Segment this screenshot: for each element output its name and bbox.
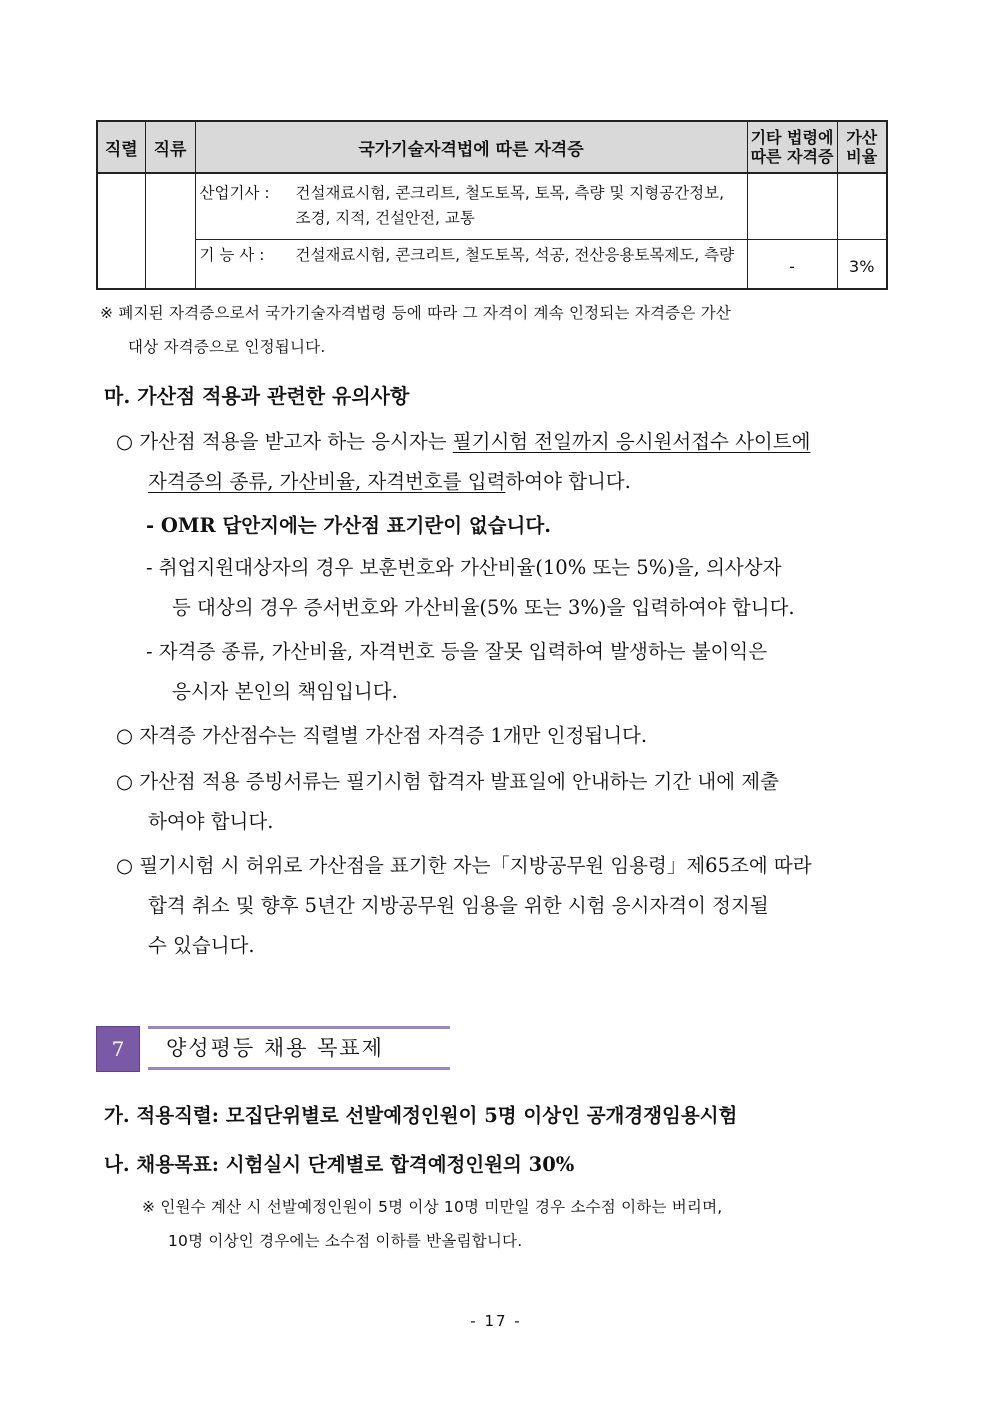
dash-2-line1: - 취업지원대상자의 경우 보훈번호와 가산비율(10% 또는 5%)을, 의사상자	[146, 556, 782, 579]
header-ratio-line1: 가산	[846, 128, 878, 147]
section-7-note-line2: 10명 이상인 경우에는 소수점 이하를 반올림합니다.	[168, 1232, 523, 1250]
header-other-line1: 기타 법령에	[750, 128, 834, 147]
section-7-title: 양성평등 채용 목표제	[148, 1026, 450, 1070]
section-7-ga: 가. 적용직렬: 모집단위별로 선발예정인원이 5명 이상인 공개경쟁임용시험	[104, 1104, 738, 1127]
header-other-certs	[747, 121, 837, 173]
cell-certs	[195, 239, 747, 289]
bullet-2: ○ 자격증 가산점수는 직렬별 가산점 자격증 1개만 인정됩니다.	[116, 724, 648, 747]
table-row	[97, 173, 887, 239]
dash-3	[146, 632, 906, 712]
cert-level-label: 산업기사 :	[199, 183, 270, 202]
bullet-1-suffix: 하여야 합니다.	[505, 470, 631, 493]
section-7-number-box: 7	[96, 1026, 140, 1072]
cell-jikryeol	[97, 173, 145, 289]
bullet-4-line3: 수 있습니다.	[148, 934, 255, 957]
dash-2	[146, 548, 906, 628]
header-other-line2: 따른 자격증	[750, 147, 834, 166]
section-7-note	[142, 1190, 902, 1258]
bullet-1-prefix: ○ 가산점 적용을 받고자 하는 응시자는	[116, 430, 453, 453]
cert-level-label: 기 능 사 :	[199, 245, 265, 264]
bullet-3	[116, 762, 906, 842]
bullet-4	[116, 846, 906, 966]
cell-other: -	[747, 239, 837, 289]
dash-1: - OMR 답안지에는 가산점 표기란이 없습니다.	[146, 514, 551, 537]
header-jikryeol: 직렬	[97, 121, 145, 173]
bullet-1-underlined-1: 필기시험 전일까지 응시원서접수 사이트에	[452, 430, 811, 453]
section-ma-heading: 마. 가산점 적용과 관련한 유의사항	[104, 384, 410, 408]
cell-certs	[195, 173, 747, 239]
cell-ratio: 3%	[837, 239, 887, 289]
bullet-3-line2: 하여야 합니다.	[148, 810, 274, 833]
page-number: - 17 -	[470, 1312, 522, 1330]
dash-3-line2: 응시자 본인의 책임입니다.	[172, 680, 398, 703]
cert-list: 건설재료시험, 콘크리트, 철도토목, 석공, 전산응용토목제도, 측량	[295, 245, 735, 264]
bullet-1-underlined-2: 자격증의 종류, 가산비율, 자격번호를 입력	[148, 470, 506, 493]
cell-other	[747, 173, 837, 239]
qualification-table	[96, 120, 888, 290]
table-note	[100, 296, 900, 364]
section-7-note-line1: ※ 인원수 계산 시 선발예정인원이 5명 이상 10명 미만일 경우 소수점 이하는 버리며,	[142, 1198, 723, 1216]
table-note-line1: ※ 폐지된 자격증으로서 국가기술자격법령 등에 따라 그 자격이 계속 인정되는 자격증은 가산	[100, 304, 731, 322]
dash-2-line2: 등 대상의 경우 증서번호와 가산비율(5% 또는 3%)을 입력하여야 합니다.	[172, 596, 795, 619]
bullet-3-line1: ○ 가산점 적용 증빙서류는 필기시험 합격자 발표일에 안내하는 기간 내에 제출	[116, 770, 779, 793]
table-note-line2: 대상 자격증으로 인정됩니다.	[128, 338, 326, 356]
header-ratio-line2: 비율	[846, 147, 878, 166]
dash-3-line1: - 자격증 종류, 가산비율, 자격번호 등을 잘못 입력하여 발생하는 불이익은	[146, 640, 768, 663]
bullet-1	[116, 422, 900, 502]
cert-list: 건설재료시험, 콘크리트, 철도토목, 토목, 측량 및 지형공간정보, 조경, 지적, 건설안전, 교통	[295, 183, 725, 227]
table-row	[97, 239, 887, 289]
cell-ratio	[837, 173, 887, 239]
header-national-certs: 국가기술자격법에 따른 자격증	[195, 121, 747, 173]
bullet-4-line1: ○ 필기시험 시 허위로 가산점을 표기한 자는「지방공무원 임용령」제65조에 따라	[116, 854, 812, 877]
bullet-4-line2: 합격 취소 및 향후 5년간 지방공무원 임용을 위한 시험 응시자격이 정지될	[148, 894, 769, 917]
header-jikryu: 직류	[145, 121, 195, 173]
section-7-na: 나. 채용목표: 시험실시 단계별로 합격예정인원의 30%	[104, 1153, 575, 1176]
header-ratio	[837, 121, 887, 173]
table-header-row	[97, 121, 887, 173]
cell-jikryu	[145, 173, 195, 289]
